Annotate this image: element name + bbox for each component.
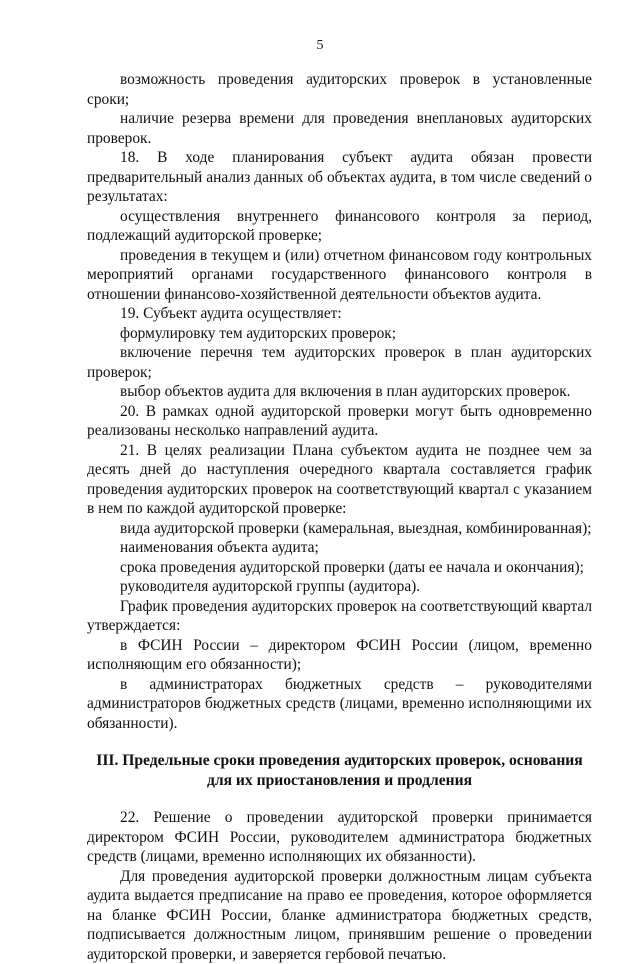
spacer xyxy=(87,790,592,808)
paragraph: Для проведения аудиторской проверки должностным лицам субъекта аудита выдается предписание на право ее проведения, которое оформляется на бланке ФСИН России, бланке администратора бюджетных средств, подписывается должностным лицом, принявшим решение о проведении аудиторской проверки, и заверяется гербовой печатью. xyxy=(87,867,592,964)
paragraph: 22. Решение о проведении аудиторской проверки принимается директором ФСИН России, руководителем администратора бюджетных средств (лицами, временно исполняющих их обязанности). xyxy=(87,808,592,867)
section-heading: III. Предельные сроки проведения аудиторских проверок, основания для их приостановления и продления xyxy=(87,751,592,790)
paragraph: 19. Субъект аудита осуществляет: xyxy=(87,304,592,324)
paragraph: График проведения аудиторских проверок на соответствующий квартал утверждается: xyxy=(87,597,592,636)
paragraph: руководителя аудиторской группы (аудитора). xyxy=(87,577,592,597)
paragraph: 20. В рамках одной аудиторской проверки могут быть одновременно реализованы несколько направлений аудита. xyxy=(87,402,592,441)
paragraph: наименования объекта аудита; xyxy=(87,538,592,558)
paragraph: проведения в текущем и (или) отчетном финансовом году контрольных мероприятий органами государственного финансового контроля в отношении финансово-хозяйственной деятельности объектов аудита. xyxy=(87,246,592,305)
paragraph: возможность проведения аудиторских проверок в установленные сроки; xyxy=(87,70,592,109)
paragraph: наличие резерва времени для проведения внеплановых аудиторских проверок. xyxy=(87,109,592,148)
document-body xyxy=(87,70,592,964)
paragraph: срока проведения аудиторской проверки (даты ее начала и окончания); xyxy=(87,558,592,578)
paragraph: в администраторах бюджетных средств – руководителями администраторов бюджетных средств (лицами, временно исполняющими их обязанности). xyxy=(87,675,592,734)
paragraph: 21. В целях реализации Плана субъектом аудита не позднее чем за десять дней до наступления очередного квартала составляется график проведения аудиторских проверок на соответствующий квартал с указанием в нем по каждой аудиторской проверке: xyxy=(87,441,592,519)
page-number: 5 xyxy=(0,38,640,54)
paragraph: вида аудиторской проверки (камеральная, выездная, комбинированная); xyxy=(87,519,592,539)
paragraph: 18. В ходе планирования субъект аудита обязан провести предварительный анализ данных об объектах аудита, в том числе сведений о результатах: xyxy=(87,148,592,207)
paragraph: формулировку тем аудиторских проверок; xyxy=(87,324,592,344)
paragraph: осуществления внутреннего финансового контроля за период, подлежащий аудиторской проверке; xyxy=(87,207,592,246)
paragraph: в ФСИН России – директором ФСИН России (лицом, временно исполняющим его обязанности); xyxy=(87,636,592,675)
paragraph: включение перечня тем аудиторских проверок в план аудиторских проверок; xyxy=(87,343,592,382)
paragraph: выбор объектов аудита для включения в план аудиторских проверок. xyxy=(87,382,592,402)
